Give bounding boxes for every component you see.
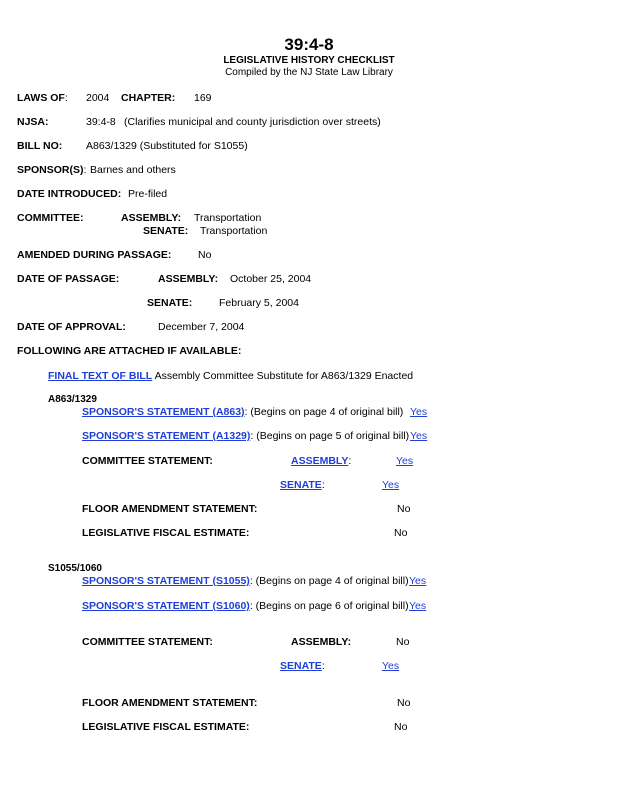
bill-no-value: A863/1329 (Substituted for S1055) xyxy=(86,140,248,152)
date-introduced-value: Pre-filed xyxy=(128,188,168,200)
sponsors-value: Barnes and others xyxy=(90,164,176,176)
committee-label: COMMITTEE: xyxy=(17,212,84,224)
a-sponsor2-row xyxy=(82,431,409,442)
s-floor-label: FLOOR AMENDMENT STATEMENT: xyxy=(82,697,258,709)
s-sponsor1-link[interactable]: SPONSOR'S STATEMENT (S1055) xyxy=(82,575,250,587)
a-fiscal-value: No xyxy=(394,527,408,539)
njsa-value: 39:4-8 xyxy=(86,116,116,128)
chapter-value: 169 xyxy=(194,92,212,104)
s-committee-label: COMMITTEE STATEMENT: xyxy=(82,636,213,648)
s-fiscal-label: LEGISLATIVE FISCAL ESTIMATE: xyxy=(82,721,250,733)
njsa-description: (Clarifies municipal and county jurisdiction over streets) xyxy=(124,116,381,128)
a-sponsor1-yes-link[interactable]: Yes xyxy=(410,406,428,418)
a-assembly-colon: : xyxy=(348,455,352,467)
committee-senate-label: SENATE: xyxy=(143,225,189,237)
sponsors-row xyxy=(17,165,86,176)
checklist-title: LEGISLATIVE HISTORY CHECKLIST xyxy=(223,55,395,66)
amended-value: No xyxy=(198,249,212,261)
final-text-link[interactable]: FINAL TEXT OF BILL xyxy=(48,370,153,382)
laws-of-label: LAWS OF xyxy=(17,92,65,104)
s-sponsor2-row xyxy=(82,601,409,612)
s-assembly-value: No xyxy=(396,636,410,648)
a-committee-label: COMMITTEE STATEMENT: xyxy=(82,455,213,467)
s-sponsor2-link[interactable]: SPONSOR'S STATEMENT (S1060) xyxy=(82,600,250,612)
s-floor-value: No xyxy=(397,697,411,709)
s-senate-row xyxy=(280,661,325,672)
s-sponsor1-text: : (Begins on page 4 of original bill) xyxy=(249,575,409,587)
a-assembly-yes-link[interactable]: Yes xyxy=(396,455,414,467)
bill-no-label: BILL NO: xyxy=(17,140,63,152)
final-text-row xyxy=(48,371,413,382)
s-section-heading: S1055/1060 xyxy=(48,563,102,574)
s-senate-link[interactable]: SENATE xyxy=(280,660,322,672)
date-of-passage-label: DATE OF PASSAGE: xyxy=(17,273,120,285)
laws-of-colon: : xyxy=(64,92,68,104)
njsa-label: NJSA: xyxy=(17,116,49,128)
date-of-approval-label: DATE OF APPROVAL: xyxy=(17,321,126,333)
amended-label: AMENDED DURING PASSAGE: xyxy=(17,249,172,261)
laws-of-year: 2004 xyxy=(86,92,110,104)
laws-of-row xyxy=(17,93,68,104)
a-sponsor1-link[interactable]: SPONSOR'S STATEMENT (A863) xyxy=(82,406,245,418)
a-section-heading: A863/1329 xyxy=(48,394,97,405)
s-senate-yes-link[interactable]: Yes xyxy=(382,660,400,672)
committee-assembly-value: Transportation xyxy=(194,212,262,224)
compiled-by: Compiled by the NJ State Law Library xyxy=(225,67,393,78)
s-sponsor1-yes-link[interactable]: Yes xyxy=(409,575,427,587)
a-sponsor1-text: : (Begins on page 4 of original bill) xyxy=(244,406,404,418)
a-assembly-row xyxy=(291,456,351,467)
date-introduced-label: DATE INTRODUCED: xyxy=(17,188,122,200)
a-floor-label: FLOOR AMENDMENT STATEMENT: xyxy=(82,503,258,515)
a-floor-value: No xyxy=(397,503,411,515)
a-senate-link[interactable]: SENATE xyxy=(280,479,322,491)
passage-assembly-value: October 25, 2004 xyxy=(230,273,312,285)
s-assembly-label: ASSEMBLY: xyxy=(291,636,352,648)
chapter-label: CHAPTER: xyxy=(121,92,176,104)
sponsors-colon: : xyxy=(83,164,87,176)
s-sponsor1-row xyxy=(82,576,409,587)
a-assembly-link[interactable]: ASSEMBLY xyxy=(291,455,349,467)
committee-assembly-label: ASSEMBLY: xyxy=(121,212,182,224)
s-sponsor2-yes-link[interactable]: Yes xyxy=(409,600,427,612)
a-senate-row xyxy=(280,480,325,491)
final-text-description: Assembly Committee Substitute for A863/1329 Enacted xyxy=(154,370,414,382)
page-title: 39:4-8 xyxy=(284,35,334,54)
a-senate-colon: : xyxy=(321,479,325,491)
a-fiscal-label: LEGISLATIVE FISCAL ESTIMATE: xyxy=(82,527,250,539)
committee-senate-value: Transportation xyxy=(200,225,268,237)
s-sponsor2-text: : (Begins on page 6 of original bill) xyxy=(249,600,409,612)
a-sponsor1-row xyxy=(82,407,403,418)
a-sponsor2-text: : (Begins on page 5 of original bill) xyxy=(250,430,410,442)
sponsors-label: SPONSOR(S) xyxy=(17,164,84,176)
passage-assembly-label: ASSEMBLY: xyxy=(158,273,219,285)
a-senate-yes-link[interactable]: Yes xyxy=(382,479,400,491)
s-fiscal-value: No xyxy=(394,721,408,733)
passage-senate-label: SENATE: xyxy=(147,297,193,309)
attached-heading: FOLLOWING ARE ATTACHED IF AVAILABLE: xyxy=(17,345,242,357)
a-sponsor2-link[interactable]: SPONSOR'S STATEMENT (A1329) xyxy=(82,430,251,442)
passage-senate-value: February 5, 2004 xyxy=(219,297,299,309)
a-sponsor2-yes-link[interactable]: Yes xyxy=(410,430,428,442)
date-of-approval-value: December 7, 2004 xyxy=(158,321,245,333)
s-senate-colon: : xyxy=(321,660,325,672)
